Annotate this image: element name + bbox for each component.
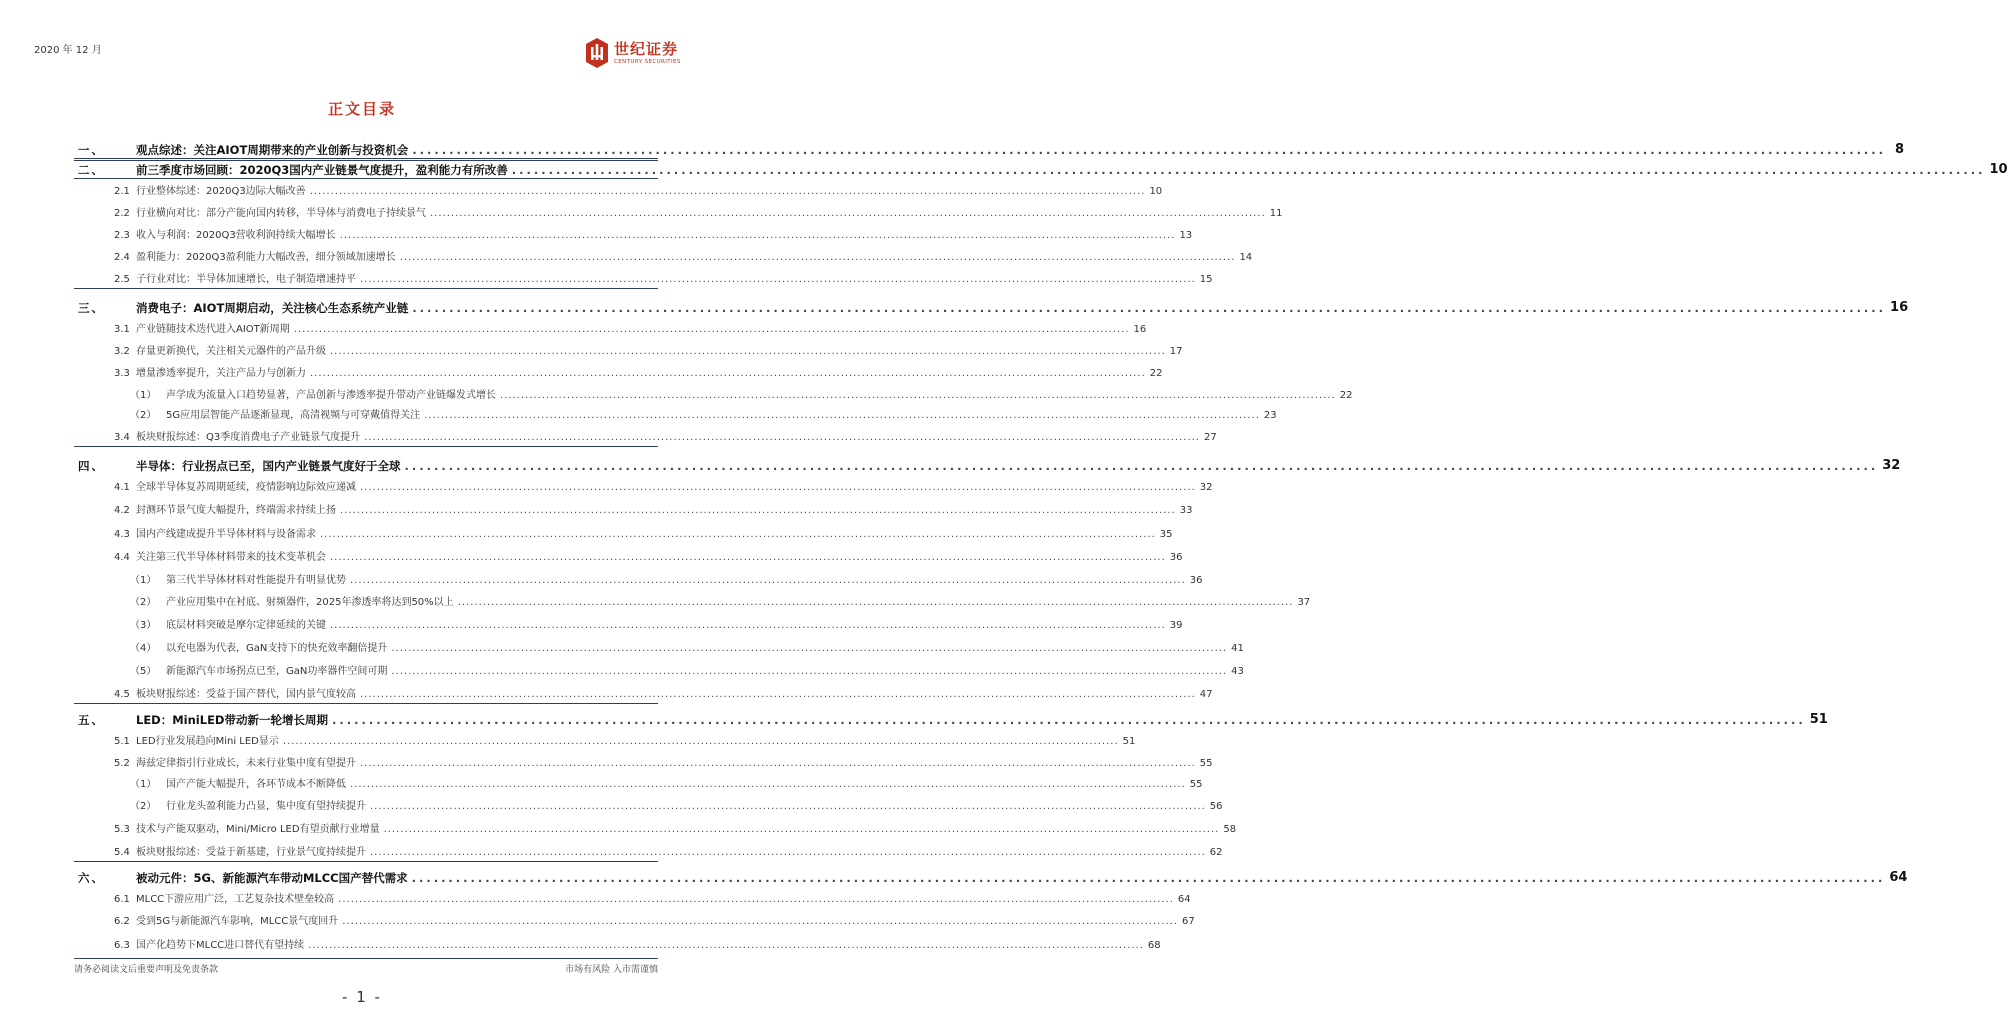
toc-entry-number: 2.5 xyxy=(114,274,130,285)
toc-section-entry[interactable] xyxy=(74,886,1191,906)
toc-subsection-entry[interactable] xyxy=(74,612,1183,632)
toc-entry-page: 41 xyxy=(1231,643,1244,654)
toc-entry-leader: ........................................................................................................................................................................................................ xyxy=(411,871,1886,885)
company-logo xyxy=(584,30,681,76)
toc-entry-leader: ........................................................................................................................................................................................................ xyxy=(339,230,1176,241)
toc-entry-number: 4.4 xyxy=(114,552,130,563)
toc-entry-title: 观点综述：关注AIOT周期带来的产业创新与投资机会 xyxy=(136,143,409,157)
toc-entry-leader: ........................................................................................................................................................................................................ xyxy=(383,824,1220,835)
toc-chapter-entry[interactable] xyxy=(74,136,1905,157)
toc-entry-number: 3.3 xyxy=(114,368,130,379)
toc-section-entry[interactable] xyxy=(74,474,1213,494)
toc-entry-title: 关注第三代半导体材料带来的技术变革机会 xyxy=(136,552,326,563)
toc-entry-leader: ........................................................................................................................................................................................................ xyxy=(370,847,1206,858)
logo-chinese-name: 世纪证券 xyxy=(614,39,679,58)
toc-entry-page: 62 xyxy=(1209,847,1223,858)
toc-entry-number: 2.4 xyxy=(114,252,130,263)
toc-entry-leader: ........................................................................................................................................................................................................ xyxy=(308,940,1144,951)
toc-entry-title: 半导体：行业拐点已至，国内产业链景气度好于全球 xyxy=(136,459,401,473)
toc-entry-number: 3.2 xyxy=(114,346,130,357)
page-number: - 1 - xyxy=(342,988,382,1006)
toc-chapter-entry[interactable] xyxy=(74,864,1908,885)
toc-entry-number: （1） xyxy=(130,390,157,401)
toc-entry-title: 受到5G与新能源汽车影响，MLCC景气度回升 xyxy=(136,916,339,927)
toc-section-entry[interactable] xyxy=(74,244,1253,264)
toc-entry-page: 23 xyxy=(1263,410,1277,421)
toc-entry-title: 第三代半导体材料对性能提升有明显优势 xyxy=(166,575,346,586)
toc-entry-number: 5.4 xyxy=(114,847,130,858)
toc-entry-leader: ........................................................................................................................................................................................................ xyxy=(338,894,1174,905)
toc-entry-title: 收入与利润：2020Q3营收利润持续大幅增长 xyxy=(136,230,336,241)
toc-entry-title: 增量渗透率提升，关注产品力与创新力 xyxy=(136,368,306,379)
toc-subsection-entry[interactable] xyxy=(74,589,1311,609)
toc-entry-leader: ........................................................................................................................................................................................................ xyxy=(412,301,1887,315)
footer-divider xyxy=(74,958,658,959)
toc-divider xyxy=(74,703,658,704)
toc-entry-number: （4） xyxy=(130,643,157,654)
toc-entry-number: 5.2 xyxy=(114,758,130,769)
toc-divider xyxy=(74,446,658,447)
toc-entry-leader: ........................................................................................................................................................................................................ xyxy=(340,505,1176,516)
toc-entry-number: （3） xyxy=(130,620,157,631)
toc-entry-page: 43 xyxy=(1231,666,1244,677)
toc-entry-title: 消费电子：AIOT周期启动，关注核心生态系统产业链 xyxy=(136,301,409,315)
toc-entry-page: 64 xyxy=(1889,870,1908,885)
toc-entry-page: 16 xyxy=(1890,300,1909,315)
toc-entry-page: 15 xyxy=(1199,274,1213,285)
toc-section-entry[interactable] xyxy=(74,424,1217,444)
toc-entry-number: 五、 xyxy=(78,713,105,727)
toc-subsection-entry[interactable] xyxy=(74,793,1223,813)
toc-entry-page: 16 xyxy=(1133,324,1147,335)
toc-entry-number: 一、 xyxy=(78,143,105,157)
toc-entry-leader: ........................................................................................................................................................................................................ xyxy=(331,713,1806,727)
toc-entry-number: 六、 xyxy=(78,871,105,885)
toc-entry-leader: ........................................................................................................................................................................................................ xyxy=(457,597,1294,608)
toc-divider xyxy=(74,178,658,179)
toc-entry-page: 68 xyxy=(1147,940,1161,951)
toc-section-entry[interactable] xyxy=(74,222,1193,242)
toc-entry-title: LED行业发展趋向Mini LED显示 xyxy=(136,736,279,747)
toc-subsection-entry[interactable] xyxy=(74,382,1353,402)
toc-entry-leader: ........................................................................................................................................................................................................ xyxy=(391,666,1228,677)
toc-entry-leader: ........................................................................................................................................................................................................ xyxy=(360,758,1196,769)
toc-entry-number: （2） xyxy=(130,410,157,421)
toc-entry-number: 4.3 xyxy=(114,529,130,540)
toc-entry-leader: ........................................................................................................................................................................................................ xyxy=(511,163,1986,177)
toc-entry-leader: ........................................................................................................................................................................................................ xyxy=(350,779,1186,790)
toc-entry-number: 4.5 xyxy=(114,689,130,700)
toc-entry-title: MLCC下游应用广泛，工艺复杂技术壁垒较高 xyxy=(136,894,335,905)
toc-entry-page: 22 xyxy=(1339,390,1353,401)
toc-entry-leader: ........................................................................................................................................................................................................ xyxy=(364,432,1200,443)
toc-entry-number: 四、 xyxy=(78,459,105,473)
toc-entry-number: 2.1 xyxy=(114,186,130,197)
toc-entry-leader: ........................................................................................................................................................................................................ xyxy=(350,575,1186,586)
toc-entry-title: 5G应用层智能产品逐渐显现，高清视频与可穿戴值得关注 xyxy=(166,410,421,421)
toc-section-entry[interactable] xyxy=(74,839,1223,859)
toc-entry-page: 47 xyxy=(1199,689,1213,700)
toc-divider xyxy=(74,288,658,289)
toc-entry-number: （2） xyxy=(130,597,157,608)
toc-subsection-entry[interactable] xyxy=(74,567,1203,587)
logo-mark-icon xyxy=(584,37,610,69)
toc-entry-page: 13 xyxy=(1179,230,1193,241)
toc-section-entry[interactable] xyxy=(74,681,1213,701)
toc-entry-page: 51 xyxy=(1122,736,1136,747)
toc-entry-leader: ........................................................................................................................................................................................................ xyxy=(330,346,1166,357)
toc-section-entry[interactable] xyxy=(74,360,1163,380)
toc-entry-title: 产业链随技术迭代进入AIOT新周期 xyxy=(136,324,290,335)
toc-entry-leader: ........................................................................................................................................................................................................ xyxy=(399,252,1236,263)
toc-subsection-entry[interactable] xyxy=(74,635,1244,655)
toc-entry-title: 行业横向对比：部分产能向国内转移，半导体与消费电子持续景气 xyxy=(136,208,426,219)
toc-section-entry[interactable] xyxy=(74,338,1183,358)
toc-entry-number: 2.2 xyxy=(114,208,130,219)
toc-entry-title: 国产化趋势下MLCC进口替代有望持续 xyxy=(136,940,305,951)
toc-entry-page: 55 xyxy=(1199,758,1213,769)
toc-entry-number: 2.3 xyxy=(114,230,130,241)
report-date: 2020 年 12 月 xyxy=(34,45,102,56)
toc-entry-number: 4.2 xyxy=(114,505,130,516)
toc-chapter-entry[interactable] xyxy=(74,294,1909,315)
footer-risk-warning: 市场有风险 入市需谨慎 xyxy=(565,965,658,975)
toc-section-entry[interactable] xyxy=(74,521,1173,541)
toc-chapter-entry[interactable] xyxy=(74,706,1828,727)
toc-section-entry[interactable] xyxy=(74,497,1193,517)
toc-entry-title: LED：MiniLED带动新一轮增长周期 xyxy=(136,713,328,727)
toc-entry-leader: ........................................................................................................................................................................................................ xyxy=(360,689,1196,700)
toc-entry-title: 全球半导体复苏周期延续，疫情影响边际效应递减 xyxy=(136,482,356,493)
toc-entry-title: 底层材料突破是摩尔定律延续的关键 xyxy=(166,620,326,631)
toc-entry-page: 33 xyxy=(1179,505,1193,516)
toc-entry-title: 子行业对比：半导体加速增长，电子制造增速持平 xyxy=(136,274,356,285)
toc-entry-page: 27 xyxy=(1203,432,1217,443)
toc-entry-leader: ........................................................................................................................................................................................................ xyxy=(412,143,1887,157)
footer-disclaimer: 请务必阅读文后重要声明及免责条款 xyxy=(74,965,219,975)
toc-entry-title: 存量更新换代，关注相关元器件的产品升级 xyxy=(136,346,326,357)
toc-entry-leader: ........................................................................................................................................................................................................ xyxy=(424,410,1260,421)
toc-entry-number: 二、 xyxy=(78,163,105,177)
toc-entry-number: 4.1 xyxy=(114,482,130,493)
toc-entry-page: 35 xyxy=(1159,529,1173,540)
toc-entry-leader: ........................................................................................................................................................................................................ xyxy=(391,643,1228,654)
toc-section-entry[interactable] xyxy=(74,544,1183,564)
toc-entry-page: 11 xyxy=(1269,208,1283,219)
toc-entry-page: 37 xyxy=(1297,597,1311,608)
toc-entry-leader: ........................................................................................................................................................................................................ xyxy=(330,552,1166,563)
toc-entry-title: 国产产能大幅提升，各环节成本不断降低 xyxy=(166,779,346,790)
toc-entry-leader: ........................................................................................................................................................................................................ xyxy=(370,801,1206,812)
toc-entry-number: 6.3 xyxy=(114,940,130,951)
toc-entry-leader: ........................................................................................................................................................................................................ xyxy=(404,459,1879,473)
toc-entry-number: 3.1 xyxy=(114,324,130,335)
toc-entry-number: （5） xyxy=(130,666,157,677)
toc-entry-title: 技术与产能双驱动，Mini/Micro LED有望贡献行业增量 xyxy=(136,824,380,835)
toc-entry-number: （2） xyxy=(130,801,157,812)
toc-entry-page: 32 xyxy=(1199,482,1213,493)
toc-entry-leader: ........................................................................................................................................................................................................ xyxy=(309,186,1146,197)
toc-entry-number: 三、 xyxy=(78,301,105,315)
toc-entry-number: 3.4 xyxy=(114,432,130,443)
toc-entry-number: （1） xyxy=(130,779,157,790)
toc-entry-title: 板块财报综述：受益于新基建，行业景气度持续提升 xyxy=(136,847,366,858)
toc-entry-page: 55 xyxy=(1189,779,1203,790)
toc-section-entry[interactable] xyxy=(74,178,1163,198)
toc-section-entry[interactable] xyxy=(74,200,1283,220)
toc-chapter-entry[interactable] xyxy=(74,452,1901,473)
toc-entry-title: 板块财报综述：受益于国产替代，国内景气度较高 xyxy=(136,689,356,700)
toc-entry-title: 被动元件：5G、新能源汽车带动MLCC国产替代需求 xyxy=(136,871,408,885)
toc-entry-title: 行业龙头盈利能力凸显，集中度有望持续提升 xyxy=(166,801,366,812)
toc-entry-title: 行业整体综述：2020Q3边际大幅改善 xyxy=(136,186,306,197)
toc-entry-title: 声学成为流量入口趋势显著，产品创新与渗透率提升带动产业链爆发式增长 xyxy=(166,390,496,401)
toc-divider xyxy=(74,861,658,862)
toc-entry-leader: ........................................................................................................................................................................................................ xyxy=(360,274,1196,285)
toc-entry-number: 5.1 xyxy=(114,736,130,747)
toc-entry-leader: ........................................................................................................................................................................................................ xyxy=(430,208,1266,219)
toc-entry-title: 国内产线建成提升半导体材料与设备需求 xyxy=(136,529,316,540)
toc-entry-leader: ........................................................................................................................................................................................................ xyxy=(330,620,1166,631)
toc-entry-title: 新能源汽车市场拐点已至，GaN功率器件空间可期 xyxy=(166,666,388,677)
toc-title: 正文目录 xyxy=(327,100,396,118)
toc-entry-page: 56 xyxy=(1209,801,1223,812)
toc-entry-leader: ........................................................................................................................................................................................................ xyxy=(293,324,1130,335)
toc-entry-title: 前三季度市场回顾：2020Q3国内产业链景气度提升，盈利能力有所改善 xyxy=(136,163,508,177)
toc-section-entry[interactable] xyxy=(74,908,1195,928)
toc-entry-page: 64 xyxy=(1177,894,1191,905)
toc-entry-page: 36 xyxy=(1189,575,1203,586)
toc-entry-page: 8 xyxy=(1895,142,1905,157)
toc-entry-page: 10 xyxy=(1149,186,1163,197)
toc-entry-title: 封测环节景气度大幅提升，终端需求持续上扬 xyxy=(136,505,336,516)
toc-entry-page: 32 xyxy=(1882,458,1901,473)
toc-entry-page: 36 xyxy=(1169,552,1183,563)
toc-entry-page: 51 xyxy=(1809,712,1828,727)
toc-section-entry[interactable] xyxy=(74,316,1147,336)
toc-entry-page: 67 xyxy=(1182,916,1195,927)
toc-subsection-entry[interactable] xyxy=(74,402,1277,422)
toc-subsection-entry[interactable] xyxy=(74,658,1244,678)
toc-entry-title: 板块财报综述：Q3季度消费电子产业链景气度提升 xyxy=(136,432,361,443)
logo-english-name: CENTURY SECURITIES xyxy=(614,58,681,65)
toc-entry-leader: ........................................................................................................................................................................................................ xyxy=(342,916,1179,927)
toc-subsection-entry[interactable] xyxy=(74,771,1203,791)
toc-entry-page: 58 xyxy=(1223,824,1237,835)
toc-entry-page: 39 xyxy=(1169,620,1183,631)
toc-entry-number: 6.1 xyxy=(114,894,130,905)
toc-section-entry[interactable] xyxy=(74,728,1136,748)
toc-entry-leader: ........................................................................................................................................................................................................ xyxy=(282,736,1119,747)
toc-entry-leader: ........................................................................................................................................................................................................ xyxy=(360,482,1196,493)
toc-entry-title: 海兹定律指引行业成长，未来行业集中度有望提升 xyxy=(136,758,356,769)
toc-entry-leader: ........................................................................................................................................................................................................ xyxy=(500,390,1336,401)
toc-entry-title: 以充电器为代表，GaN支持下的快充效率翻倍提升 xyxy=(166,643,388,654)
toc-entry-page: 10 xyxy=(1989,162,2008,177)
toc-section-entry[interactable] xyxy=(74,816,1237,836)
toc-divider xyxy=(74,158,658,161)
toc-entry-leader: ........................................................................................................................................................................................................ xyxy=(320,529,1156,540)
toc-entry-page: 22 xyxy=(1149,368,1163,379)
toc-entry-title: 产业应用集中在衬底、射频器件，2025年渗透率将达到50%以上 xyxy=(166,597,454,608)
toc-entry-number: （1） xyxy=(130,575,157,586)
toc-entry-number: 6.2 xyxy=(114,916,130,927)
toc-entry-page: 17 xyxy=(1169,346,1183,357)
toc-entry-page: 14 xyxy=(1239,252,1253,263)
toc-section-entry[interactable] xyxy=(74,932,1161,952)
toc-section-entry[interactable] xyxy=(74,750,1213,770)
toc-entry-leader: ........................................................................................................................................................................................................ xyxy=(310,368,1146,379)
toc-entry-title: 盈利能力：2020Q3盈利能力大幅改善，细分领域加速增长 xyxy=(136,252,396,263)
toc-entry-number: 5.3 xyxy=(114,824,130,835)
toc-section-entry[interactable] xyxy=(74,266,1213,286)
